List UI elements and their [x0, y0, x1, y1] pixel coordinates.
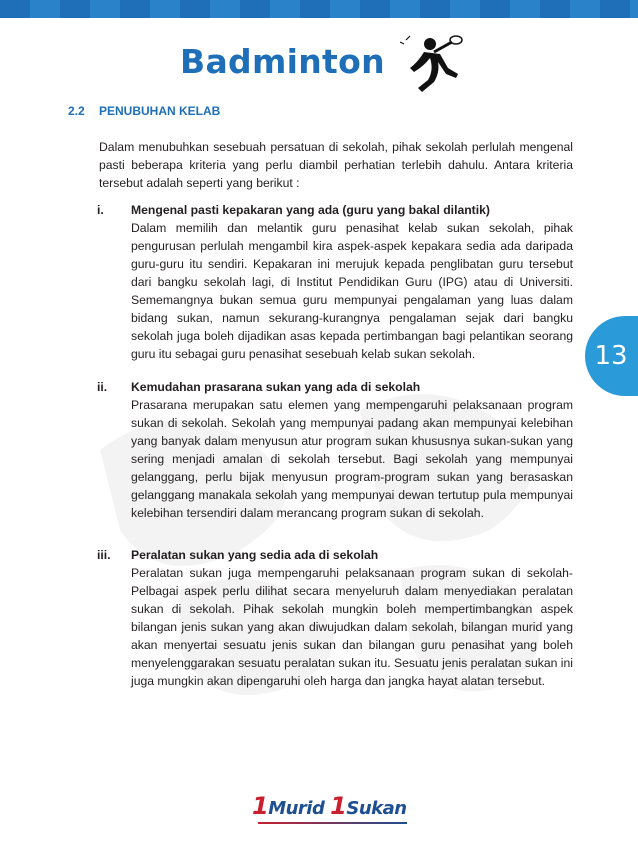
- item-body: [131, 378, 573, 522]
- intro-paragraph: Dalam menubuhkan sesebuah persatuan di sekolah, pihak sekolah perlulah mengenal pasti beberapa kriteria yang perlu diambil perhatian terlebih dahulu. Antara kriteria tersebut adalah seperti yang berikut :: [99, 140, 573, 190]
- logo-number-2: 1: [330, 792, 347, 820]
- item-body: [131, 201, 573, 363]
- item-text: Prasarana merupakan satu elemen yang mempengaruhi pelaksanaan program sukan di sekolah. Sekolah yang mempunyai padang akan mempunyai kelebihan yang banyak dalam menyusun atur program sukan khususnya sukan-sukan yang sering menjadi amalan di sekolah tersebut. Bagi sekolah yang mempunyai gelanggang, perlu bijak menyusun program-program sukan yang berasaskan gelanggang manakala sekolah yang mempunyai dewan tertutup pula mempunyai kelebihan tersendiri dalam merancang program sukan di sekolah.: [131, 398, 573, 520]
- item-body: [131, 546, 573, 690]
- item-numeral: ii.: [97, 380, 108, 394]
- footer-logo: [252, 792, 407, 820]
- item-numeral: iii.: [97, 548, 111, 562]
- item-text: Peralatan sukan juga mempengaruhi pelaksanaan program sukan di sekolah-Pelbagai aspek perlu dilihat secara menyeluruh dalam menyediakan peralatan sukan di sekolah. Pihak sekolah mungkin boleh mempertimbangkan aspek bilangan jenis sukan yang akan diwujudkan dalam sekolah, bilangan murid yang akan menyertai sesuatu jenis sukan dan bilangan guru penasihat yang boleh menyelenggarakan sesuatu peralatan sukan itu. Sesuatu jenis peralatan sukan ini juga mungkin akan dipengaruhi oleh harga dan jangka hayat alatan tersebut.: [131, 566, 573, 688]
- item-numeral: i.: [97, 203, 104, 217]
- section-number: 2.2: [68, 104, 85, 118]
- item-heading: Kemudahan prasarana sukan yang ada di sekolah: [131, 380, 421, 394]
- section-heading: [68, 104, 220, 118]
- logo-word-murid: Murid: [268, 798, 325, 819]
- page-number: 13: [594, 341, 628, 371]
- top-decorative-band: [0, 0, 638, 18]
- logo-number-1: 1: [252, 792, 269, 820]
- page-title: Badminton: [180, 42, 385, 81]
- logo-word-sukan: Sukan: [346, 798, 407, 819]
- section-title: PENUBUHAN KELAB: [99, 104, 221, 118]
- item-heading: Peralatan sukan yang sedia ada di sekolah: [131, 548, 379, 562]
- item-heading: Mengenal pasti kepakaran yang ada (guru yang bakal dilantik): [131, 203, 490, 217]
- logo-underline: [258, 822, 407, 824]
- item-text: Dalam memilih dan melantik guru penasihat kelab sukan sekolah, pihak pengurusan perlulah mengambil kira aspek-aspek kepakara sedia ada daripada guru-guru itu sendiri. Kepakaran ini merujuk kepada penglibatan guru tersebut dari bangku sekolah lagi, di Institut Pendidikan Guru (IPG) atau di Universiti. Sememangnya bukan semua guru mempunyai pengalaman yang luas dalam bidang sukan, namun sekurang-kurangnya pengalaman sejak dari bangku sekolah juga boleh dijadikan asas kepada pertimbangan bagi pelantikan seorang guru itu sebagai guru penasihat sesebuah kelab sukan sekolah.: [131, 221, 573, 361]
- page-number-tab: [585, 316, 638, 396]
- badminton-player-icon: [400, 34, 468, 94]
